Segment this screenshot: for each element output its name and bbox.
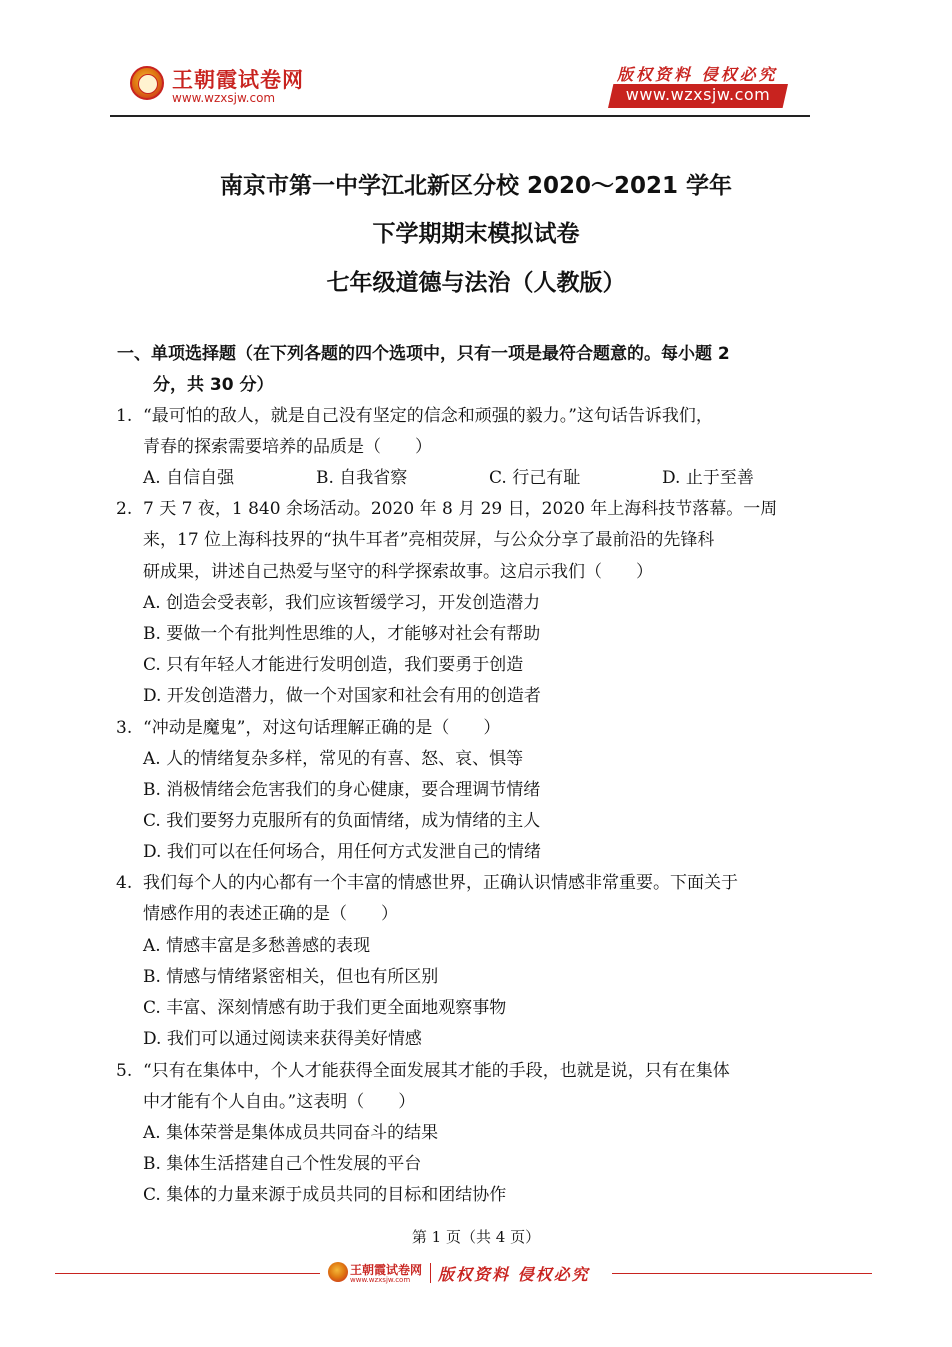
option-a: A. 集体荣誉是集体成员共同奋斗的结果 [143, 1123, 439, 1143]
title-line-1: 南京市第一中学江北新区分校 2020～2021 学年 [219, 173, 733, 199]
option-c: C. 只有年轻人才能进行发明创造，我们要勇于创造 [143, 655, 524, 675]
option-b: B. 自我省察 [316, 468, 408, 488]
footer-logo-icon [328, 1262, 348, 1282]
footer-logo-name: 王朝霞试卷网 [350, 1263, 423, 1277]
question-number: 3. [116, 718, 133, 738]
option-c: C. 丰富、深刻情感有助于我们更全面地观察事物 [143, 998, 507, 1018]
copyright-notice: 版权资料 侵权必究 [617, 65, 778, 84]
title-line-2: 下学期期末模拟试卷 [372, 221, 580, 247]
question-number: 4. [116, 873, 133, 893]
section-heading: 一、单项选择题（在下列各题的四个选项中，只有一项是最符合题意的。每小题 2 [117, 344, 730, 364]
option-a: A. 自信自强 [143, 468, 235, 488]
option-c: C. 行己有耻 [489, 468, 581, 488]
question-1-stem-cont: 青春的探索需要培养的品质是（ ） [143, 437, 432, 457]
footer-separator [430, 1263, 431, 1283]
question-3-stem: “冲动是魔鬼”，对这句话理解正确的是（ ） [143, 718, 501, 738]
footer-divider-left [55, 1273, 320, 1274]
option-a: A. 人的情绪复杂多样，常见的有喜、怒、哀、惧等 [143, 749, 524, 769]
logo-url: www.wzxsjw.com [172, 91, 276, 105]
logo-name: 王朝霞试卷网 [172, 68, 304, 92]
url-banner-text: www.wzxsjw.com [625, 85, 771, 104]
option-d: D. 止于至善 [662, 468, 754, 488]
question-number: 2. [116, 499, 133, 519]
footer-copyright: 版权资料 侵权必究 [438, 1265, 590, 1284]
page-number: 第 1 页（共 4 页） [411, 1228, 541, 1246]
question-4-stem: 我们每个人的内心都有一个丰富的情感世界，正确认识情感非常重要。下面关于 [143, 873, 738, 893]
option-d: D. 我们可以通过阅读来获得美好情感 [143, 1029, 422, 1049]
question-5-stem: “只有在集体中，个人才能获得全面发展其才能的手段，也就是说，只有在集体 [143, 1061, 730, 1081]
header-divider [110, 115, 810, 117]
question-number: 5. [116, 1061, 133, 1081]
footer-logo-url: www.wzxsjw.com [350, 1276, 411, 1284]
question-4-stem-cont: 情感作用的表述正确的是（ ） [143, 904, 398, 924]
option-a: A. 情感丰富是多愁善感的表现 [143, 936, 371, 956]
title-line-3: 七年级道德与法治（人教版） [326, 270, 626, 296]
question-1-stem: “最可怕的敌人，就是自己没有坚定的信念和顽强的毅力。”这句话告诉我们， [143, 406, 713, 426]
option-b: B. 消极情绪会危害我们的身心健康，要合理调节情绪 [143, 780, 541, 800]
footer-divider-right [612, 1273, 872, 1274]
question-2-stem: 7 天 7 夜，1 840 余场活动。2020 年 8 月 29 日，2020 年上海科技节落幕。一周 [143, 499, 778, 519]
option-d: D. 开发创造潜力，做一个对国家和社会有用的创造者 [143, 686, 541, 706]
option-c: C. 集体的力量来源于成员共同的目标和团结协作 [143, 1185, 507, 1205]
question-number: 1. [116, 406, 133, 426]
option-c: C. 我们要努力克服所有的负面情绪，成为情绪的主人 [143, 811, 541, 831]
logo-icon [130, 66, 164, 100]
section-heading-cont: 分，共 30 分） [153, 375, 274, 395]
option-b: B. 要做一个有批判性思维的人，才能够对社会有帮助 [143, 624, 541, 644]
option-b: B. 集体生活搭建自己个性发展的平台 [143, 1154, 422, 1174]
question-5-stem-cont: 中才能有个人自由。”这表明（ ） [143, 1092, 416, 1112]
option-d: D. 我们可以在任何场合，用任何方式发泄自己的情绪 [143, 842, 541, 862]
option-a: A. 创造会受表彰，我们应该暂缓学习，开发创造潜力 [143, 593, 541, 613]
option-b: B. 情感与情绪紧密相关，但也有所区别 [143, 967, 439, 987]
question-2-stem-cont: 来，17 位上海科技界的“执牛耳者”亮相荧屏，与公众分享了最前沿的先锋科 [143, 530, 715, 550]
question-2-stem-cont: 研成果，讲述自己热爱与坚守的科学探索故事。这启示我们（ ） [143, 562, 653, 582]
